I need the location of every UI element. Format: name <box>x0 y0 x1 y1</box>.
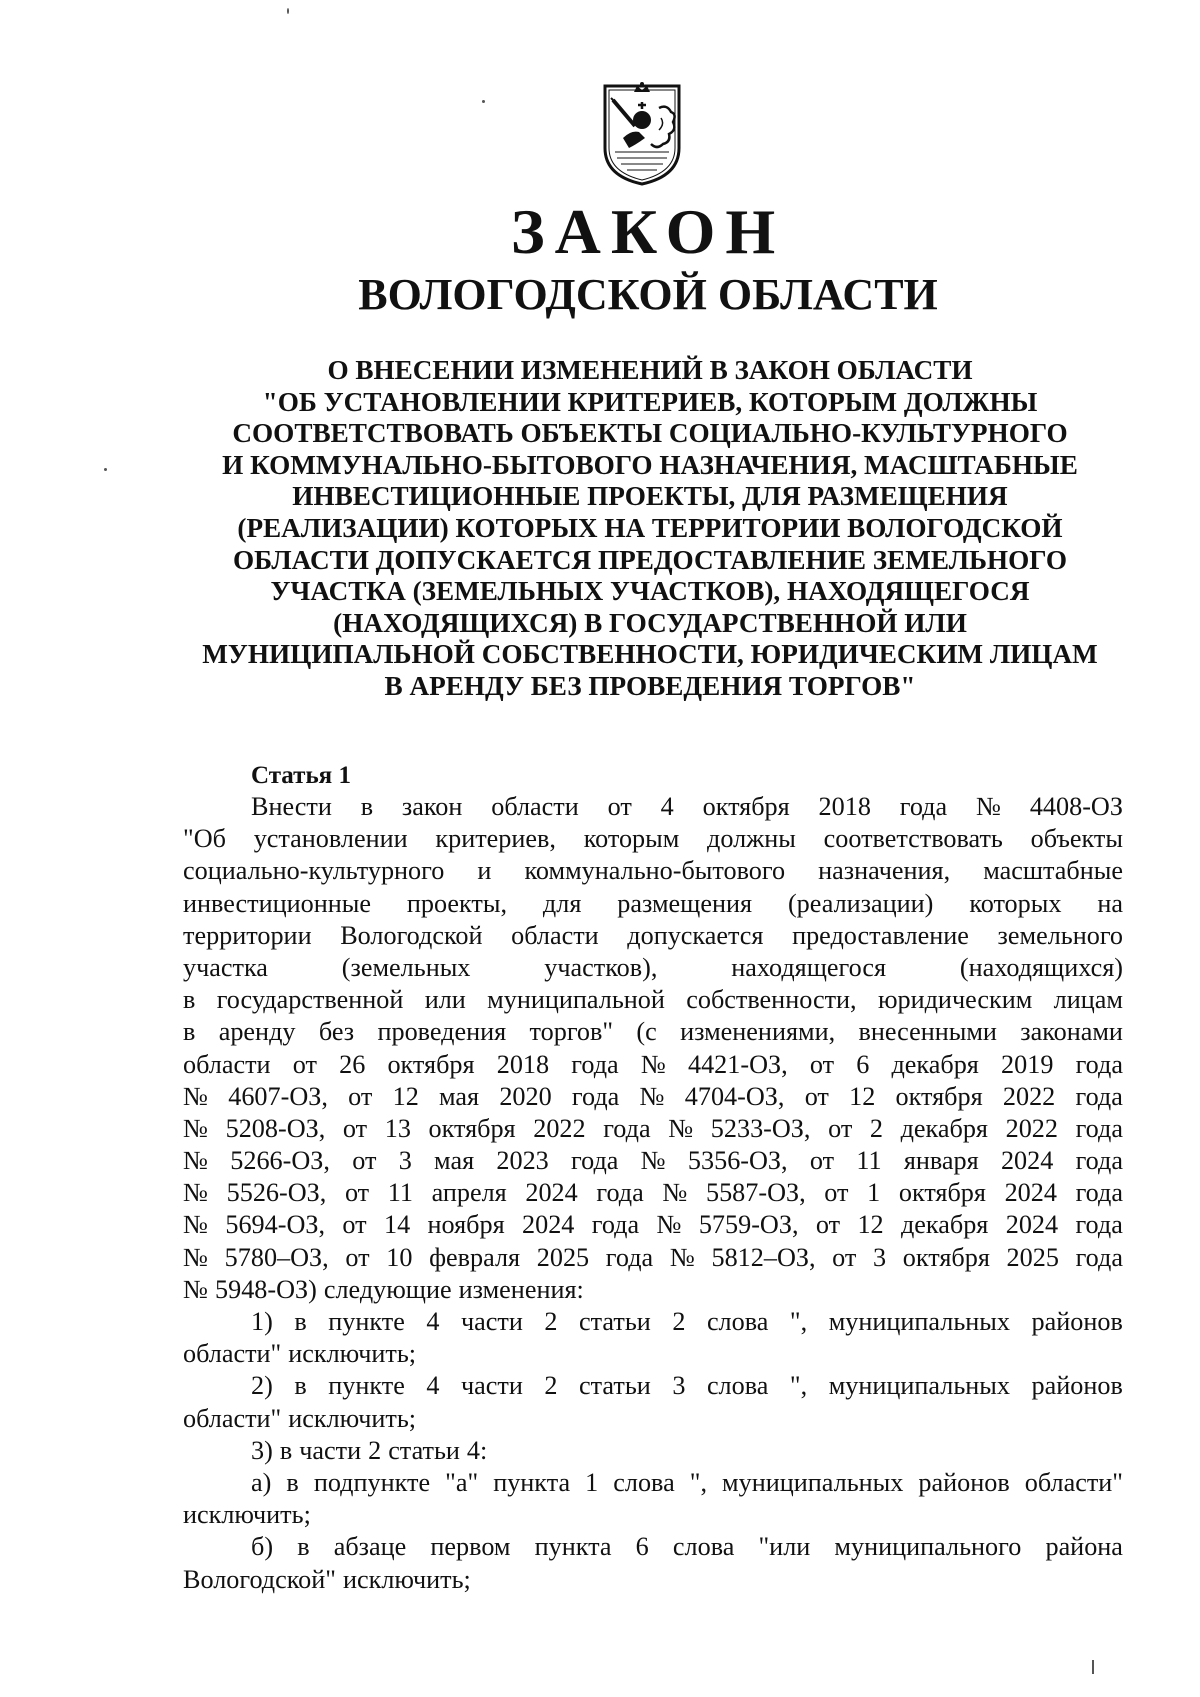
article-line: в аренду без проведения торгов" (с изменениями, внесенными законами <box>183 1017 1123 1047</box>
article-line: территории Вологодской области допускается предоставление земельного <box>183 920 1123 950</box>
article-line: № 5694-ОЗ, от 14 ноября 2024 года № 5759-ОЗ, от 12 декабря 2024 года <box>183 1210 1123 1240</box>
article-line: "Об установлении критериев, которым должны соответствовать объекты <box>183 824 1123 854</box>
vologda-coat-of-arms-icon <box>601 78 683 188</box>
law-title-line: В АРЕНДУ БЕЗ ПРОВЕДЕНИЯ ТОРГОВ" <box>384 670 916 701</box>
law-word-heading: ЗАКОН <box>510 196 786 267</box>
law-title-line: О ВНЕСЕНИИ ИЗМЕНЕНИЙ В ЗАКОН ОБЛАСТИ <box>327 355 973 385</box>
law-title-line: УЧАСТКА (ЗЕМЕЛЬНЫХ УЧАСТКОВ), НАХОДЯЩЕГОСЯ <box>270 576 1030 607</box>
article-line: исключить; <box>183 1500 311 1530</box>
article-line: социально-культурного и коммунально-бытового назначения, масштабные <box>183 856 1123 886</box>
law-title-line: ИНВЕСТИЦИОННЫЕ ПРОЕКТЫ, ДЛЯ РАЗМЕЩЕНИЯ <box>292 481 1008 512</box>
article-line: участка (земельных участков), находящегося (находящихся) <box>183 952 1123 982</box>
article-body <box>183 791 1123 1596</box>
article-heading: Статья 1 <box>251 762 351 789</box>
law-title-line: И КОММУНАЛЬНО-БЫТОВОГО НАЗНАЧЕНИЯ, МАСШТАБНЫЕ <box>222 449 1078 480</box>
scan-speck <box>1092 1660 1094 1674</box>
article-line: б) в абзаце первом пункта 6 слова "или муниципального района <box>251 1532 1123 1562</box>
article-line: № 5208-ОЗ, от 13 октября 2022 года № 5233-ОЗ, от 2 декабря 2022 года <box>183 1113 1123 1143</box>
article-line: № 5948-ОЗ) следующие изменения: <box>183 1274 584 1304</box>
region-heading: ВОЛОГОДСКОЙ ОБЛАСТИ <box>358 270 938 319</box>
law-title-line: СООТВЕТСТВОВАТЬ ОБЪЕКТЫ СОЦИАЛЬНО-КУЛЬТУРНОГО <box>232 418 1068 449</box>
article-line: области от 26 октября 2018 года № 4421-ОЗ, от 6 декабря 2019 года <box>183 1049 1123 1079</box>
article-line: № 5526-ОЗ, от 11 апреля 2024 года № 5587-ОЗ, от 1 октября 2024 года <box>183 1178 1123 1208</box>
article-line: инвестиционные проекты, для размещения (реализации) которых на <box>183 888 1123 918</box>
article-line: а) в подпункте "а" пункта 1 слова ", муниципальных районов области" <box>251 1467 1123 1497</box>
article-line: Внести в закон области от 4 октября 2018 года № 4408-ОЗ <box>251 792 1123 821</box>
article-line: 2) в пункте 4 части 2 статьи 3 слова ", муниципальных районов <box>251 1371 1123 1401</box>
law-title-line: МУНИЦИПАЛЬНОЙ СОБСТВЕННОСТИ, ЮРИДИЧЕСКИМ ЛИЦАМ <box>202 639 1098 670</box>
article-line: области" исключить; <box>183 1339 417 1369</box>
law-title-line: (НАХОДЯЩИХСЯ) В ГОСУДАРСТВЕННОЙ ИЛИ <box>333 607 967 638</box>
article-line: Вологодской" исключить; <box>183 1564 471 1594</box>
law-title-line: "ОБ УСТАНОВЛЕНИИ КРИТЕРИЕВ, КОТОРЫМ ДОЛЖНЫ <box>262 386 1038 417</box>
law-title-line: ОБЛАСТИ ДОПУСКАЕТСЯ ПРЕДОСТАВЛЕНИЕ ЗЕМЕЛЬНОГО <box>232 544 1067 575</box>
article-line: 3) в части 2 статьи 4: <box>251 1435 488 1465</box>
article-line: № 4607-ОЗ, от 12 мая 2020 года № 4704-ОЗ, от 12 октября 2022 года <box>183 1081 1123 1111</box>
article-line: в государственной или муниципальной собственности, юридическим лицам <box>183 985 1123 1015</box>
article-line: области" исключить; <box>183 1403 417 1433</box>
scan-speck <box>104 468 107 471</box>
scan-speck <box>287 8 289 14</box>
law-title-line: (РЕАЛИЗАЦИИ) КОТОРЫХ НА ТЕРРИТОРИИ ВОЛОГОДСКОЙ <box>237 512 1063 543</box>
article-line: 1) в пункте 4 части 2 статьи 2 слова ", муниципальных районов <box>251 1307 1123 1336</box>
scan-speck <box>482 100 485 103</box>
article-line: № 5266-ОЗ, от 3 мая 2023 года № 5356-ОЗ, от 11 января 2024 года <box>183 1146 1123 1176</box>
law-title <box>180 355 1120 703</box>
article-line: № 5780–ОЗ, от 10 февраля 2025 года № 5812–ОЗ, от 3 октября 2025 года <box>183 1242 1123 1272</box>
